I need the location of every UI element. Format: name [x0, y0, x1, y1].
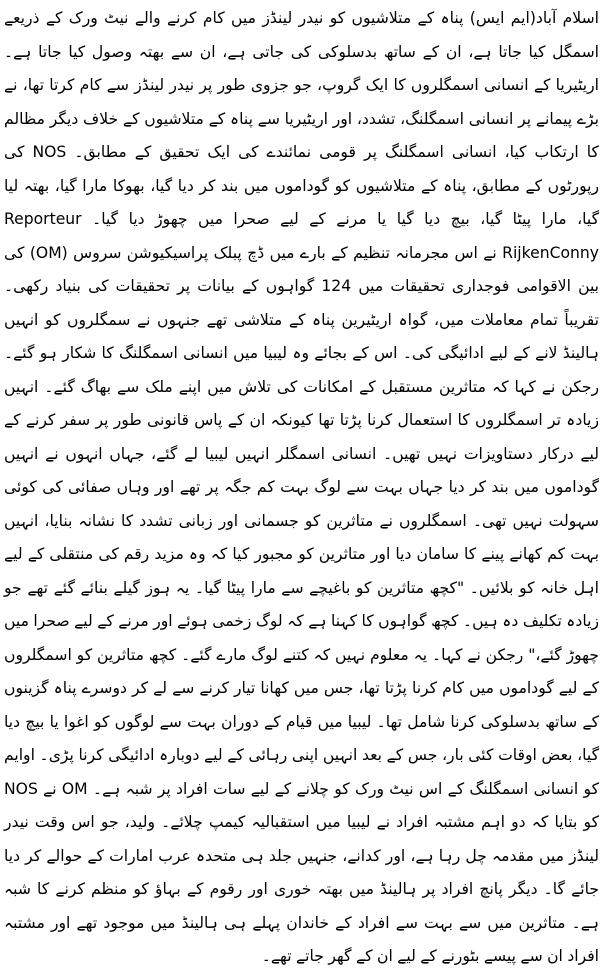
article-body: اسلام آباد(ایم ایس) پناہ کے متلاشیوں کو نیدر لینڈز میں کام کرنے والے نیٹ ورک کے ذریعے اسمگل کیا جاتا ہے، ان کے ساتھ بدسلوکی کی جاتی ہے، ان سے بھتہ وصول کیا جاتا ہے۔ اریٹیریا کے انسانی اسمگلروں کا ایک گروپ، جو جزوی طور پر نیدر لینڈز سے کام کرتا تھا، نے بڑے پیمانے پر انسانی اسمگلنگ، تشدد، اور اریٹیریا سے پناہ کے متلاشیوں کے خلاف دیگر مظالم کا ارتکاب کیا، انسانی اسمگلنگ پر قومی نمائندے کی ایک تحقیق کے مطابق۔ NOS کی رپورٹوں کے مطابق، پناہ کے متلاشیوں کو گوداموں میں بند کر دیا گیا، بھوکا مارا گیا، بھتہ لیا گیا، مارا پیٹا گیا، بیچ دیا گیا یا مرنے کے لیے صحرا میں چھوڑ دیا گیا۔ Reporteur RijkenConny نے اس مجرمانہ تنظیم کے بارے میں ڈچ پبلک پراسیکیوشن سروس (OM) کی بین الاقوامی فوجداری تحقیقات میں 124 گواہوں کے بیانات پر تحقیقات کی بنیاد رکھی۔ تقریباً تمام معاملات میں، گواہ اریٹیرین پناہ کے متلاشی تھے جنہوں نے سمگلروں کو انہیں ہالینڈ لانے کے لیے ادائیگی کی۔ اس کے بجائے وہ لیبیا میں انسانی اسمگلنگ کا شکار ہو گئے۔ رجکن نے کہا کہ متاثرین مستقبل کے امکانات کی تلاش میں اپنے ملک سے بھاگ گئے۔ انہیں زیادہ تر اسمگلروں کا استعمال کرنا پڑتا تھا کیونکہ ان کے پاس قانونی طور پر سفر کرنے کے لیے درکار دستاویزات نہیں تھیں۔ انسانی اسمگلر انہیں لیبیا لے گئے، جہاں انہوں نے انہیں گوداموں میں بند کر دیا جہاں بہت سے لوگ بہت کم جگہ پر تھے اور وہاں صفائی کی کوئی سہولت نہیں تھی۔ اسمگلروں نے متاثرین کو جسمانی اور زبانی تشدد کا نشانہ بنایا، انہیں بہت کم کھانے پینے کا سامان دیا اور متاثرین کو مجبور کیا کہ وہ مزید رقم کی منتقلی کے لیے اہل خانہ کو بلائیں۔ "کچھ متاثرین کو باغیچے سے مارا پیٹا گیا۔ یہ ہوز گیلے بنائے گئے تھے جو زیادہ تکلیف دہ ہیں۔ کچھ گواہوں کا کہنا ہے کہ لوگ زخمی ہوئے اور مرنے کے لیے صحرا میں چھوڑ گئے،" رجکن نے کہا۔ یہ معلوم نہیں کہ کتنے لوگ مارے گئے۔ کچھ متاثرین کو اسمگلروں کے لیے گوداموں میں کام کرنا پڑتا تھا، جس میں کھانا تیار کرنے سے لے کر دوسرے پناہ گزینوں کے ساتھ بدسلوکی کرنا شامل تھا۔ لیبیا میں قیام کے دوران بہت سے لوگوں کو اغوا یا بیچ دیا گیا، بعض اوقات کئی بار، جس کے بعد انہیں اپنی رہائی کے لیے دوبارہ ادائیگی کرنا پڑی۔ اوایم کو انسانی اسمگلنگ کے اس نیٹ ورک کو چلانے کے لیے سات افراد پر شبہ ہے۔ OM نے NOS کو بتایا کہ دو اہم مشتبہ افراد نے لیبیا میں استقبالیہ کیمپ چلائے۔ ولید، جو اس وقت نیدر لینڈز میں مقدمہ چل رہا ہے، اور کدانے، جنہیں جلد ہی متحدہ عرب امارات کے حوالے کر دیا جائے گا۔ دیگر پانچ افراد پر ہالینڈ میں بھتہ خوری اور رقوم کے بہاؤ کو منظم کرنے کا شبہ ہے۔ متاثرین میں سے بہت سے افراد کے خاندان پہلے ہی ہالینڈ میں موجود تھے اور مشتبہ افراد ان سے پیسے بٹورنے کے لیے ان کے گھر جاتے تھے۔: [4, 9, 600, 965]
